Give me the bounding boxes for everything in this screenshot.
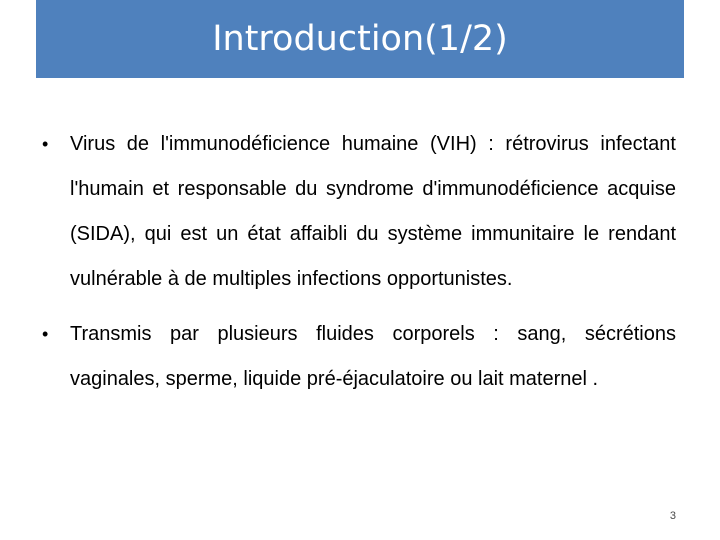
bullet-item-transmission [36,312,676,402]
bullet-icon: • [42,134,49,154]
slide-title: Introduction(1/2) [212,19,508,59]
title-bar [36,0,684,78]
page-number: 3 [669,510,676,522]
bullet-item-virus [36,122,676,302]
bullet-icon: • [42,324,49,344]
bullet-text: Transmis par plusieurs fluides corporels : sang, sécrétions vaginales, sperme, liquide pré-éjaculatoire ou lait maternel . [70,323,676,390]
bullet-text: Virus de l'immunodéficience humaine (VIH) : rétrovirus infectant l'humain et responsable du syndrome d'immunodéficience acquise (SIDA), qui est un état affaibli du système immunitaire le rendant vulnérable à de multiples infections opportunistes. [70,133,676,290]
slide-body [36,122,676,402]
